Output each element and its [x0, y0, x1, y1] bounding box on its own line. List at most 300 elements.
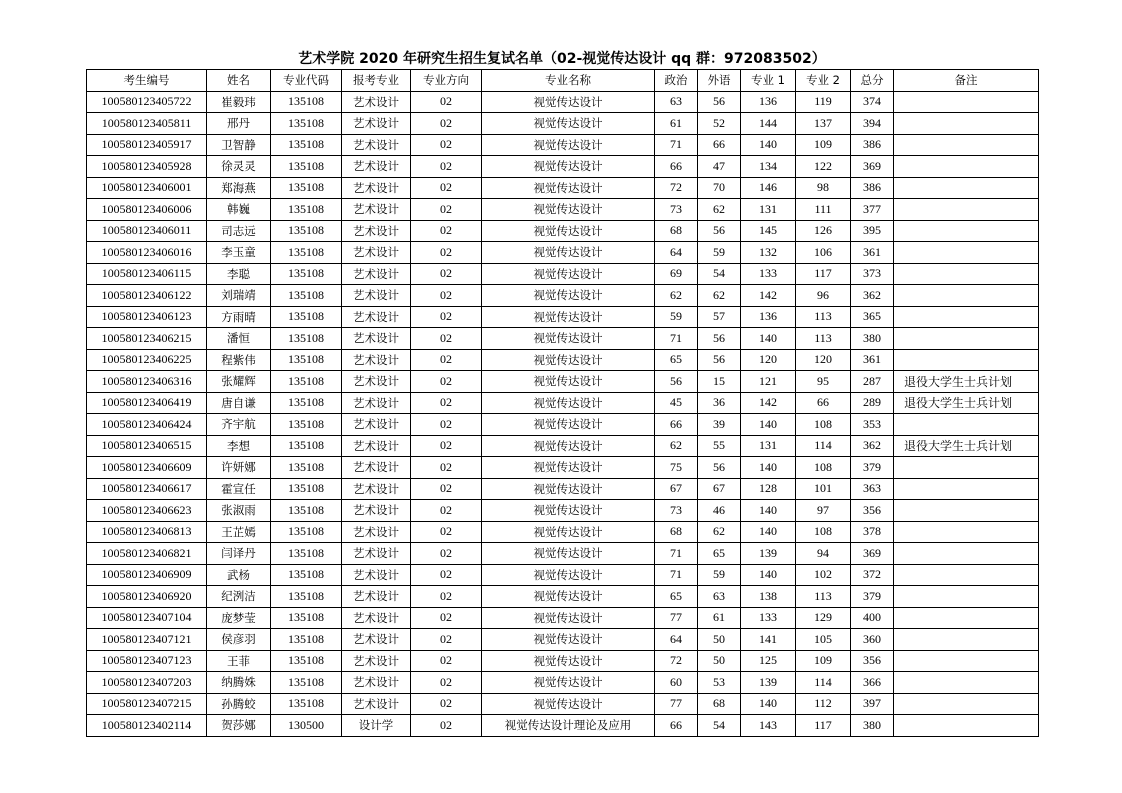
cell-major-2: 120 [796, 349, 851, 371]
cell-major-name: 视觉传达设计 [482, 414, 655, 436]
table-row [87, 457, 1039, 479]
cell-applied-major: 艺术设计 [342, 586, 411, 608]
cell-foreign-language: 56 [698, 328, 741, 350]
cell-major-1: 139 [741, 543, 796, 565]
header-direction: 专业方向 [411, 70, 482, 92]
cell-name: 潘恒 [207, 328, 271, 350]
table-row [87, 650, 1039, 672]
table-row [87, 586, 1039, 608]
cell-major-name: 视觉传达设计 [482, 693, 655, 715]
cell-applied-major: 艺术设计 [342, 199, 411, 221]
cell-major-1: 136 [741, 306, 796, 328]
cell-direction: 02 [411, 91, 482, 113]
cell-foreign-language: 70 [698, 177, 741, 199]
cell-name: 张耀辉 [207, 371, 271, 393]
cell-candidate-id: 100580123406909 [87, 564, 207, 586]
cell-politics: 62 [655, 285, 698, 307]
cell-direction: 02 [411, 457, 482, 479]
cell-major-1: 120 [741, 349, 796, 371]
header-major-name: 专业名称 [482, 70, 655, 92]
table-row [87, 177, 1039, 199]
table-row [87, 543, 1039, 565]
cell-candidate-id: 100580123406115 [87, 263, 207, 285]
cell-major-name: 视觉传达设计 [482, 371, 655, 393]
cell-applied-major: 艺术设计 [342, 457, 411, 479]
cell-total: 363 [851, 478, 894, 500]
cell-major-2: 129 [796, 607, 851, 629]
cell-major-name: 视觉传达设计 [482, 349, 655, 371]
cell-applied-major: 艺术设计 [342, 177, 411, 199]
cell-major-code: 135108 [271, 414, 342, 436]
cell-total: 380 [851, 328, 894, 350]
cell-total: 360 [851, 629, 894, 651]
cell-remarks [894, 543, 1039, 565]
cell-foreign-language: 50 [698, 629, 741, 651]
cell-applied-major: 艺术设计 [342, 543, 411, 565]
table-row [87, 220, 1039, 242]
cell-name: 李想 [207, 435, 271, 457]
cell-applied-major: 艺术设计 [342, 650, 411, 672]
cell-politics: 67 [655, 478, 698, 500]
cell-politics: 77 [655, 607, 698, 629]
cell-major-name: 视觉传达设计 [482, 478, 655, 500]
cell-candidate-id: 100580123406609 [87, 457, 207, 479]
cell-applied-major: 艺术设计 [342, 414, 411, 436]
cell-direction: 02 [411, 650, 482, 672]
cell-applied-major: 艺术设计 [342, 564, 411, 586]
cell-major-name: 视觉传达设计 [482, 392, 655, 414]
cell-direction: 02 [411, 672, 482, 694]
cell-major-1: 134 [741, 156, 796, 178]
cell-name: 王菲 [207, 650, 271, 672]
cell-major-name: 视觉传达设计 [482, 543, 655, 565]
cell-major-2: 114 [796, 435, 851, 457]
cell-remarks [894, 715, 1039, 737]
cell-applied-major: 艺术设计 [342, 91, 411, 113]
cell-applied-major: 艺术设计 [342, 156, 411, 178]
cell-remarks [894, 134, 1039, 156]
cell-direction: 02 [411, 177, 482, 199]
cell-applied-major: 艺术设计 [342, 285, 411, 307]
cell-major-name: 视觉传达设计 [482, 113, 655, 135]
cell-applied-major: 艺术设计 [342, 134, 411, 156]
cell-politics: 75 [655, 457, 698, 479]
cell-candidate-id: 100580123406215 [87, 328, 207, 350]
cell-total: 373 [851, 263, 894, 285]
cell-candidate-id: 100580123406122 [87, 285, 207, 307]
cell-direction: 02 [411, 715, 482, 737]
cell-foreign-language: 62 [698, 521, 741, 543]
table-row [87, 500, 1039, 522]
cell-remarks [894, 242, 1039, 264]
cell-applied-major: 设计学 [342, 715, 411, 737]
cell-major-code: 135108 [271, 586, 342, 608]
cell-total: 361 [851, 349, 894, 371]
cell-remarks [894, 650, 1039, 672]
cell-candidate-id: 100580123406813 [87, 521, 207, 543]
cell-total: 374 [851, 91, 894, 113]
cell-major-2: 112 [796, 693, 851, 715]
cell-remarks [894, 263, 1039, 285]
cell-major-name: 视觉传达设计 [482, 457, 655, 479]
cell-candidate-id: 100580123406617 [87, 478, 207, 500]
cell-major-2: 109 [796, 134, 851, 156]
cell-total: 361 [851, 242, 894, 264]
cell-foreign-language: 52 [698, 113, 741, 135]
cell-direction: 02 [411, 242, 482, 264]
cell-candidate-id: 100580123402114 [87, 715, 207, 737]
cell-candidate-id: 100580123406623 [87, 500, 207, 522]
cell-politics: 61 [655, 113, 698, 135]
cell-politics: 68 [655, 521, 698, 543]
cell-name: 司志远 [207, 220, 271, 242]
cell-total: 353 [851, 414, 894, 436]
cell-remarks [894, 500, 1039, 522]
cell-applied-major: 艺术设计 [342, 521, 411, 543]
cell-applied-major: 艺术设计 [342, 500, 411, 522]
cell-direction: 02 [411, 564, 482, 586]
cell-remarks [894, 113, 1039, 135]
cell-major-1: 140 [741, 500, 796, 522]
cell-candidate-id: 100580123406001 [87, 177, 207, 199]
cell-foreign-language: 56 [698, 349, 741, 371]
cell-foreign-language: 56 [698, 91, 741, 113]
cell-remarks [894, 220, 1039, 242]
cell-name: 郑海燕 [207, 177, 271, 199]
cell-major-2: 108 [796, 414, 851, 436]
table-row [87, 693, 1039, 715]
cell-applied-major: 艺术设计 [342, 306, 411, 328]
cell-foreign-language: 67 [698, 478, 741, 500]
cell-candidate-id: 100580123406011 [87, 220, 207, 242]
cell-major-2: 66 [796, 392, 851, 414]
cell-remarks [894, 521, 1039, 543]
cell-direction: 02 [411, 220, 482, 242]
cell-politics: 66 [655, 414, 698, 436]
cell-major-code: 135108 [271, 285, 342, 307]
table-row [87, 242, 1039, 264]
cell-foreign-language: 56 [698, 457, 741, 479]
cell-candidate-id: 100580123406016 [87, 242, 207, 264]
cell-remarks [894, 177, 1039, 199]
cell-direction: 02 [411, 349, 482, 371]
cell-foreign-language: 66 [698, 134, 741, 156]
cell-major-name: 视觉传达设计 [482, 242, 655, 264]
table-row [87, 306, 1039, 328]
cell-remarks [894, 629, 1039, 651]
cell-direction: 02 [411, 521, 482, 543]
cell-direction: 02 [411, 607, 482, 629]
cell-major-code: 135108 [271, 500, 342, 522]
cell-direction: 02 [411, 478, 482, 500]
cell-major-name: 视觉传达设计 [482, 521, 655, 543]
cell-major-code: 135108 [271, 629, 342, 651]
cell-major-name: 视觉传达设计 [482, 328, 655, 350]
cell-major-1: 143 [741, 715, 796, 737]
cell-name: 庞梦莹 [207, 607, 271, 629]
table-row [87, 156, 1039, 178]
cell-politics: 64 [655, 629, 698, 651]
cell-remarks: 退役大学生士兵计划 [894, 392, 1039, 414]
cell-major-2: 114 [796, 672, 851, 694]
cell-foreign-language: 65 [698, 543, 741, 565]
cell-major-2: 102 [796, 564, 851, 586]
cell-remarks [894, 328, 1039, 350]
cell-major-2: 101 [796, 478, 851, 500]
cell-politics: 77 [655, 693, 698, 715]
cell-foreign-language: 54 [698, 715, 741, 737]
cell-major-2: 119 [796, 91, 851, 113]
table-row [87, 715, 1039, 737]
cell-remarks [894, 478, 1039, 500]
header-major-2: 专业 2 [796, 70, 851, 92]
cell-total: 362 [851, 435, 894, 457]
cell-remarks [894, 349, 1039, 371]
cell-name: 许妍娜 [207, 457, 271, 479]
cell-major-2: 97 [796, 500, 851, 522]
header-major-1: 专业 1 [741, 70, 796, 92]
cell-total: 356 [851, 650, 894, 672]
header-foreign-language: 外语 [698, 70, 741, 92]
cell-name: 邢丹 [207, 113, 271, 135]
cell-name: 武杨 [207, 564, 271, 586]
cell-name: 王芷嫣 [207, 521, 271, 543]
cell-major-name: 视觉传达设计 [482, 91, 655, 113]
header-row [87, 70, 1039, 92]
cell-direction: 02 [411, 113, 482, 135]
cell-total: 369 [851, 156, 894, 178]
cell-name: 唐自谦 [207, 392, 271, 414]
cell-name: 崔毅玮 [207, 91, 271, 113]
cell-foreign-language: 57 [698, 306, 741, 328]
cell-major-code: 135108 [271, 242, 342, 264]
cell-candidate-id: 100580123406006 [87, 199, 207, 221]
cell-total: 372 [851, 564, 894, 586]
table-row [87, 285, 1039, 307]
cell-major-2: 113 [796, 306, 851, 328]
cell-total: 365 [851, 306, 894, 328]
cell-name: 徐灵灵 [207, 156, 271, 178]
cell-foreign-language: 62 [698, 285, 741, 307]
cell-major-2: 106 [796, 242, 851, 264]
cell-major-code: 130500 [271, 715, 342, 737]
cell-politics: 66 [655, 156, 698, 178]
cell-foreign-language: 53 [698, 672, 741, 694]
cell-major-1: 121 [741, 371, 796, 393]
cell-total: 386 [851, 177, 894, 199]
cell-candidate-id: 100580123406515 [87, 435, 207, 457]
cell-major-2: 117 [796, 263, 851, 285]
table-row [87, 414, 1039, 436]
cell-foreign-language: 59 [698, 242, 741, 264]
cell-direction: 02 [411, 392, 482, 414]
cell-applied-major: 艺术设计 [342, 220, 411, 242]
cell-candidate-id: 100580123407104 [87, 607, 207, 629]
cell-major-2: 108 [796, 457, 851, 479]
cell-major-code: 135108 [271, 113, 342, 135]
cell-politics: 63 [655, 91, 698, 113]
cell-politics: 73 [655, 500, 698, 522]
table-row [87, 371, 1039, 393]
cell-major-2: 113 [796, 328, 851, 350]
cell-applied-major: 艺术设计 [342, 328, 411, 350]
cell-total: 369 [851, 543, 894, 565]
cell-major-name: 视觉传达设计 [482, 134, 655, 156]
cell-politics: 65 [655, 349, 698, 371]
cell-direction: 02 [411, 371, 482, 393]
cell-name: 李玉童 [207, 242, 271, 264]
cell-politics: 69 [655, 263, 698, 285]
cell-major-1: 141 [741, 629, 796, 651]
cell-major-code: 135108 [271, 693, 342, 715]
cell-major-code: 135108 [271, 199, 342, 221]
cell-applied-major: 艺术设计 [342, 392, 411, 414]
cell-applied-major: 艺术设计 [342, 113, 411, 135]
cell-total: 400 [851, 607, 894, 629]
cell-remarks [894, 693, 1039, 715]
cell-total: 379 [851, 586, 894, 608]
cell-direction: 02 [411, 586, 482, 608]
cell-major-1: 140 [741, 328, 796, 350]
cell-major-name: 视觉传达设计 [482, 263, 655, 285]
cell-major-2: 94 [796, 543, 851, 565]
table-row [87, 113, 1039, 135]
cell-remarks [894, 199, 1039, 221]
cell-major-1: 131 [741, 435, 796, 457]
cell-applied-major: 艺术设计 [342, 263, 411, 285]
cell-major-code: 135108 [271, 263, 342, 285]
cell-major-2: 108 [796, 521, 851, 543]
cell-name: 贺莎娜 [207, 715, 271, 737]
cell-foreign-language: 36 [698, 392, 741, 414]
cell-name: 李聪 [207, 263, 271, 285]
cell-direction: 02 [411, 199, 482, 221]
cell-name: 卫智静 [207, 134, 271, 156]
cell-politics: 65 [655, 586, 698, 608]
cell-major-1: 145 [741, 220, 796, 242]
cell-foreign-language: 56 [698, 220, 741, 242]
cell-total: 386 [851, 134, 894, 156]
cell-foreign-language: 15 [698, 371, 741, 393]
cell-total: 378 [851, 521, 894, 543]
cell-direction: 02 [411, 156, 482, 178]
cell-foreign-language: 55 [698, 435, 741, 457]
cell-remarks [894, 156, 1039, 178]
cell-politics: 68 [655, 220, 698, 242]
cell-politics: 66 [655, 715, 698, 737]
cell-applied-major: 艺术设计 [342, 607, 411, 629]
cell-major-1: 133 [741, 607, 796, 629]
cell-major-1: 142 [741, 392, 796, 414]
cell-politics: 59 [655, 306, 698, 328]
table-row [87, 672, 1039, 694]
cell-total: 395 [851, 220, 894, 242]
cell-major-1: 140 [741, 521, 796, 543]
cell-candidate-id: 100580123406424 [87, 414, 207, 436]
cell-remarks [894, 564, 1039, 586]
cell-foreign-language: 63 [698, 586, 741, 608]
cell-politics: 71 [655, 543, 698, 565]
cell-major-2: 98 [796, 177, 851, 199]
header-candidate-id: 考生编号 [87, 70, 207, 92]
cell-direction: 02 [411, 629, 482, 651]
cell-total: 362 [851, 285, 894, 307]
cell-total: 397 [851, 693, 894, 715]
cell-candidate-id: 100580123407203 [87, 672, 207, 694]
cell-foreign-language: 68 [698, 693, 741, 715]
cell-major-1: 140 [741, 693, 796, 715]
cell-politics: 64 [655, 242, 698, 264]
cell-foreign-language: 59 [698, 564, 741, 586]
cell-politics: 72 [655, 177, 698, 199]
cell-major-1: 125 [741, 650, 796, 672]
cell-major-1: 140 [741, 564, 796, 586]
header-politics: 政治 [655, 70, 698, 92]
cell-direction: 02 [411, 500, 482, 522]
cell-total: 289 [851, 392, 894, 414]
cell-major-2: 113 [796, 586, 851, 608]
cell-major-2: 96 [796, 285, 851, 307]
table-row [87, 607, 1039, 629]
cell-candidate-id: 100580123405811 [87, 113, 207, 135]
cell-applied-major: 艺术设计 [342, 371, 411, 393]
cell-major-code: 135108 [271, 650, 342, 672]
cell-major-name: 视觉传达设计 [482, 156, 655, 178]
cell-candidate-id: 100580123405928 [87, 156, 207, 178]
cell-direction: 02 [411, 285, 482, 307]
header-total: 总分 [851, 70, 894, 92]
header-major-code: 专业代码 [271, 70, 342, 92]
cell-major-2: 126 [796, 220, 851, 242]
cell-candidate-id: 100580123405722 [87, 91, 207, 113]
cell-total: 380 [851, 715, 894, 737]
cell-name: 侯彦羽 [207, 629, 271, 651]
cell-foreign-language: 39 [698, 414, 741, 436]
cell-candidate-id: 100580123405917 [87, 134, 207, 156]
table-row [87, 349, 1039, 371]
cell-major-name: 视觉传达设计 [482, 672, 655, 694]
table-row [87, 91, 1039, 113]
cell-direction: 02 [411, 543, 482, 565]
cell-remarks [894, 586, 1039, 608]
cell-major-name: 视觉传达设计理论及应用 [482, 715, 655, 737]
cell-major-2: 137 [796, 113, 851, 135]
cell-major-code: 135108 [271, 371, 342, 393]
cell-direction: 02 [411, 414, 482, 436]
cell-foreign-language: 47 [698, 156, 741, 178]
cell-name: 闫译丹 [207, 543, 271, 565]
cell-name: 程紫伟 [207, 349, 271, 371]
cell-total: 394 [851, 113, 894, 135]
cell-major-code: 135108 [271, 156, 342, 178]
table-row [87, 328, 1039, 350]
cell-major-code: 135108 [271, 564, 342, 586]
cell-major-1: 128 [741, 478, 796, 500]
cell-politics: 72 [655, 650, 698, 672]
table-row [87, 263, 1039, 285]
cell-major-1: 140 [741, 414, 796, 436]
cell-foreign-language: 46 [698, 500, 741, 522]
cell-major-name: 视觉传达设计 [482, 177, 655, 199]
cell-major-name: 视觉传达设计 [482, 607, 655, 629]
cell-major-name: 视觉传达设计 [482, 306, 655, 328]
cell-major-1: 132 [741, 242, 796, 264]
cell-major-1: 142 [741, 285, 796, 307]
cell-politics: 71 [655, 328, 698, 350]
cell-remarks [894, 414, 1039, 436]
cell-major-code: 135108 [271, 457, 342, 479]
cell-total: 377 [851, 199, 894, 221]
